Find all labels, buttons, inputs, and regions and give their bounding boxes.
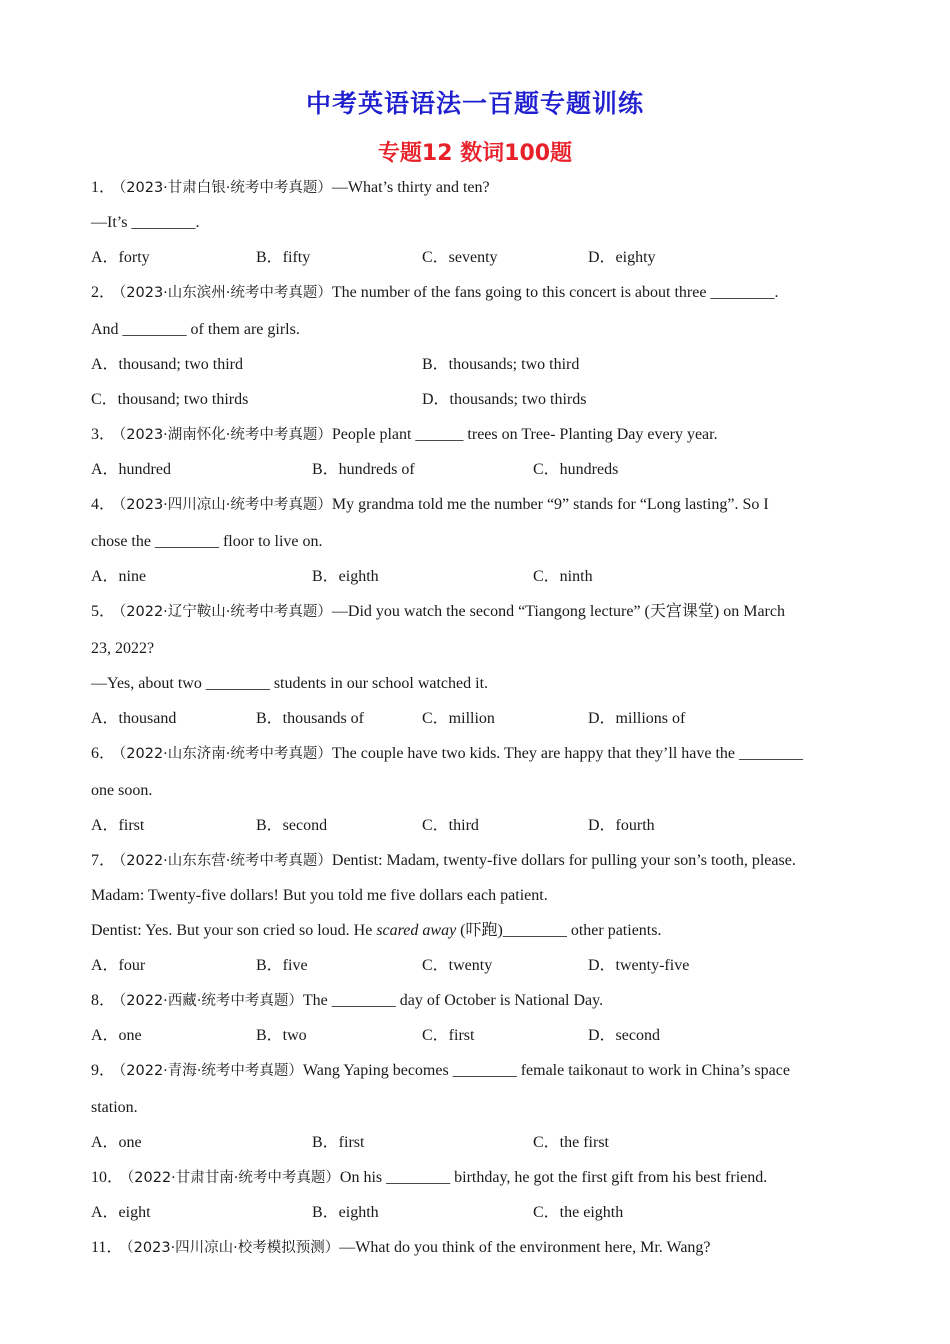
question-1-line-2: —It’s ________. bbox=[91, 214, 200, 231]
question-4-line-2: chose the ________ floor to live on. bbox=[91, 533, 323, 550]
question-2-line-2: And ________ of them are girls. bbox=[91, 321, 300, 338]
question-text: The number of the fans going to this concert is about three ________. bbox=[331, 284, 779, 301]
option-c: C．third bbox=[422, 817, 479, 834]
option-a: A．thousand; two third bbox=[91, 356, 243, 373]
question-source: （2022·山东济南·统考中考真题） bbox=[119, 746, 332, 762]
question-number: 11． bbox=[91, 1239, 123, 1256]
question-text: —What’s thirty and ten? bbox=[331, 179, 490, 196]
question-number: 4． bbox=[91, 496, 116, 513]
option-c: C．first bbox=[422, 1027, 475, 1044]
option-d: D．second bbox=[588, 1027, 660, 1044]
question-text: The couple have two kids. They are happy that they’ll have the ________ bbox=[331, 745, 804, 762]
question-number: 3． bbox=[91, 426, 116, 443]
option-d: D．twenty-five bbox=[588, 957, 690, 974]
question-6 bbox=[91, 744, 803, 764]
option-b: B．first bbox=[312, 1134, 365, 1151]
question-text: The ________ day of October is National Day. bbox=[302, 992, 604, 1009]
option-c: C．twenty bbox=[422, 957, 493, 974]
option-b: B．hundreds of bbox=[312, 461, 415, 478]
page-title: 中考英语语法一百题专题训练 bbox=[305, 89, 644, 118]
question-8 bbox=[91, 991, 603, 1011]
option-a: A．nine bbox=[91, 568, 147, 585]
question-text: People plant ______ trees on Tree- Planting Day every year. bbox=[331, 426, 718, 443]
question-6-line-2: one soon. bbox=[91, 782, 153, 799]
option-c: C．hundreds bbox=[533, 461, 619, 478]
option-b: B．five bbox=[256, 957, 308, 974]
option-c: C．ninth bbox=[533, 568, 593, 585]
option-b: B．eighth bbox=[312, 568, 379, 585]
option-b: B．two bbox=[256, 1027, 307, 1044]
question-text-italic: scared away bbox=[376, 922, 457, 939]
option-c: C．the first bbox=[533, 1134, 609, 1151]
option-c: C．thousand; two thirds bbox=[91, 391, 249, 408]
option-a: A．forty bbox=[91, 249, 150, 266]
option-a: A．first bbox=[91, 817, 145, 834]
question-5 bbox=[91, 602, 785, 622]
question-source: （2023·山东滨州·统考中考真题） bbox=[119, 285, 332, 301]
question-text: —What do you think of the environment here, Mr. Wang? bbox=[339, 1239, 711, 1256]
question-5-line-2: 23, 2022? bbox=[91, 640, 155, 657]
option-a: A．one bbox=[91, 1134, 142, 1151]
question-number: 10． bbox=[91, 1169, 124, 1186]
question-number: 1． bbox=[91, 179, 116, 196]
option-d: D．eighty bbox=[588, 249, 656, 266]
question-source: （2023·湖南怀化·统考中考真题） bbox=[119, 427, 332, 443]
question-11 bbox=[91, 1238, 711, 1258]
question-source: （2022·青海·统考中考真题） bbox=[119, 1063, 303, 1079]
question-1 bbox=[91, 178, 490, 198]
question-7 bbox=[91, 851, 796, 871]
question-text: On his ________ birthday, he got the first gift from his best friend. bbox=[339, 1169, 768, 1186]
question-text: My grandma told me the number “9” stands for “Long lasting”. So I bbox=[331, 496, 769, 513]
question-3 bbox=[91, 425, 718, 445]
question-number: 7． bbox=[91, 852, 116, 869]
question-source: （2023·甘肃白银·统考中考真题） bbox=[119, 180, 332, 196]
question-7-line-3 bbox=[91, 921, 661, 941]
question-number: 9． bbox=[91, 1062, 116, 1079]
option-a: A．thousand bbox=[91, 710, 177, 727]
question-source: （2022·西藏·统考中考真题） bbox=[119, 993, 303, 1009]
question-4 bbox=[91, 495, 769, 515]
question-9 bbox=[91, 1061, 790, 1081]
option-a: A．hundred bbox=[91, 461, 171, 478]
question-number: 5． bbox=[91, 603, 116, 620]
question-source: （2023·四川凉山·校考模拟预测） bbox=[126, 1240, 340, 1256]
option-a: A．four bbox=[91, 957, 146, 974]
option-a: A．one bbox=[91, 1027, 142, 1044]
option-b: B．fifty bbox=[256, 249, 311, 266]
option-c: C．the eighth bbox=[533, 1204, 624, 1221]
option-c: C．seventy bbox=[422, 249, 498, 266]
question-source: （2022·甘肃甘南·统考中考真题） bbox=[127, 1170, 340, 1186]
option-d: D．millions of bbox=[588, 710, 686, 727]
question-10 bbox=[91, 1168, 767, 1188]
question-text-part: Dentist: Yes. But your son cried so loud. He bbox=[91, 922, 377, 939]
question-2 bbox=[91, 283, 778, 303]
question-text-part: (吓跑)________ other patients. bbox=[456, 922, 662, 939]
question-text: Wang Yaping becomes ________ female taikonaut to work in China’s space bbox=[302, 1062, 790, 1079]
question-number: 6． bbox=[91, 745, 116, 762]
option-b: B．second bbox=[256, 817, 328, 834]
option-b: B．thousands of bbox=[256, 710, 365, 727]
option-a: A．eight bbox=[91, 1204, 151, 1221]
question-text: —Did you watch the second “Tiangong lecture” (天宫课堂) on March bbox=[331, 603, 785, 620]
question-text: Dentist: Madam, twenty-five dollars for pulling your son’s tooth, please. bbox=[331, 852, 796, 869]
question-number: 8． bbox=[91, 992, 116, 1009]
question-9-line-2: station. bbox=[91, 1099, 138, 1116]
question-number: 2． bbox=[91, 284, 116, 301]
question-source: （2022·辽宁鞍山·统考中考真题） bbox=[119, 604, 332, 620]
question-source: （2022·山东东营·统考中考真题） bbox=[119, 853, 332, 869]
option-d: D．thousands; two thirds bbox=[422, 391, 587, 408]
question-5-line-3: —Yes, about two ________ students in our school watched it. bbox=[91, 675, 489, 692]
question-7-line-2: Madam: Twenty-five dollars! But you told me five dollars each patient. bbox=[91, 887, 548, 904]
option-b: B．eighth bbox=[312, 1204, 379, 1221]
option-b: B．thousands; two third bbox=[422, 356, 580, 373]
question-source: （2023·四川凉山·统考中考真题） bbox=[119, 497, 332, 513]
option-d: D．fourth bbox=[588, 817, 655, 834]
option-c: C．million bbox=[422, 710, 495, 727]
page-subtitle: 专题12 数词100题 bbox=[377, 141, 573, 166]
